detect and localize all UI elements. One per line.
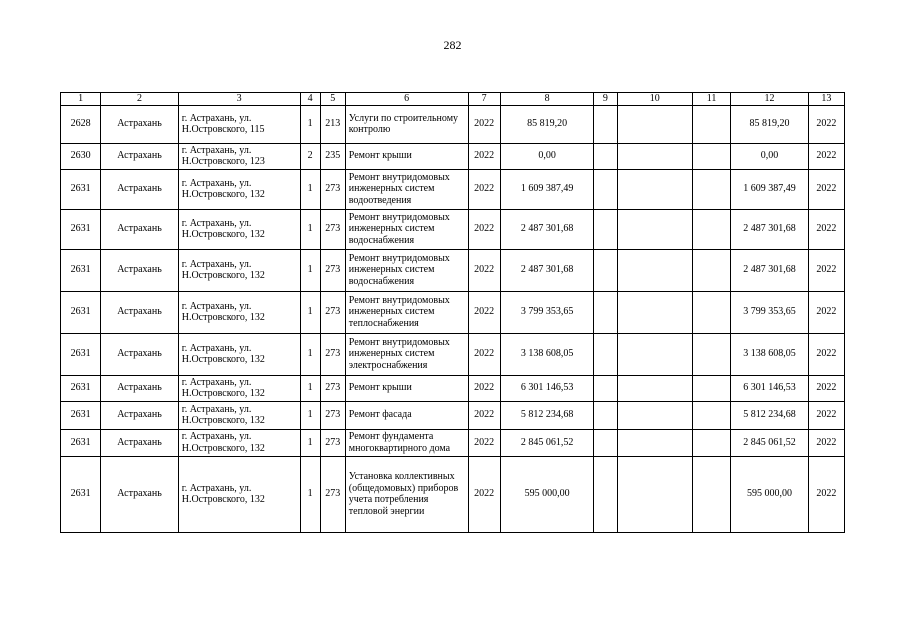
cell-year-end: 2022 — [808, 169, 844, 209]
column-header-7: 7 — [468, 93, 500, 106]
cell-amount: 3 799 353,65 — [500, 291, 594, 333]
cell-row-id: 2631 — [61, 291, 101, 333]
cell-work-type: Ремонт крыши — [345, 375, 468, 401]
cell-row-id: 2631 — [61, 456, 101, 532]
column-header-3: 3 — [178, 93, 300, 106]
cell-work-type: Ремонт внутридомовых инженерных систем водоотведения — [345, 169, 468, 209]
cell-col-5: 273 — [320, 249, 345, 291]
cell-row-id: 2631 — [61, 375, 101, 401]
cell-city: Астрахань — [101, 249, 178, 291]
cell-col-4: 1 — [300, 429, 320, 456]
cell-address: г. Астрахань, ул. Н.Островского, 132 — [178, 401, 300, 429]
cell-work-type: Ремонт внутридомовых инженерных систем водоснабжения — [345, 209, 468, 249]
cell-col-11 — [692, 375, 730, 401]
cell-col-10 — [617, 291, 692, 333]
cell-col-5: 273 — [320, 456, 345, 532]
column-header-12: 12 — [731, 93, 808, 106]
cell-year: 2022 — [468, 249, 500, 291]
cell-col-4: 1 — [300, 169, 320, 209]
cell-address: г. Астрахань, ул. Н.Островского, 132 — [178, 209, 300, 249]
cell-col-9 — [594, 291, 617, 333]
cell-amount: 1 609 387,49 — [500, 169, 594, 209]
cell-col-5: 273 — [320, 375, 345, 401]
cell-col-10 — [617, 143, 692, 169]
cell-year-end: 2022 — [808, 429, 844, 456]
cell-amount: 2 487 301,68 — [500, 209, 594, 249]
cell-col-9 — [594, 143, 617, 169]
cell-col-11 — [692, 333, 730, 375]
cell-address: г. Астрахань, ул. Н.Островского, 132 — [178, 169, 300, 209]
cell-work-type: Ремонт внутридомовых инженерных систем водоснабжения — [345, 249, 468, 291]
cell-col-9 — [594, 429, 617, 456]
cell-col-4: 1 — [300, 249, 320, 291]
cell-col-9 — [594, 456, 617, 532]
cell-row-id: 2631 — [61, 249, 101, 291]
cell-year: 2022 — [468, 456, 500, 532]
column-header-10: 10 — [617, 93, 692, 106]
cell-year-end: 2022 — [808, 291, 844, 333]
cell-address: г. Астрахань, ул. Н.Островского, 132 — [178, 456, 300, 532]
cell-col-10 — [617, 209, 692, 249]
cell-col-10 — [617, 375, 692, 401]
cell-year-end: 2022 — [808, 209, 844, 249]
cell-row-id: 2631 — [61, 169, 101, 209]
cell-amount: 0,00 — [500, 143, 594, 169]
cell-city: Астрахань — [101, 209, 178, 249]
cell-amount-total: 2 487 301,68 — [731, 249, 808, 291]
table-row — [61, 375, 845, 401]
cell-address: г. Астрахань, ул. Н.Островского, 132 — [178, 291, 300, 333]
cell-year: 2022 — [468, 333, 500, 375]
cell-amount: 6 301 146,53 — [500, 375, 594, 401]
cell-year: 2022 — [468, 209, 500, 249]
cell-col-10 — [617, 333, 692, 375]
cell-work-type: Услуги по строительному контролю — [345, 105, 468, 143]
cell-col-10 — [617, 456, 692, 532]
cell-row-id: 2631 — [61, 333, 101, 375]
cell-col-5: 273 — [320, 169, 345, 209]
cell-year-end: 2022 — [808, 333, 844, 375]
cell-col-11 — [692, 401, 730, 429]
cell-city: Астрахань — [101, 401, 178, 429]
column-header-9: 9 — [594, 93, 617, 106]
cell-col-4: 1 — [300, 375, 320, 401]
cell-col-5: 213 — [320, 105, 345, 143]
table-row — [61, 143, 845, 169]
cell-amount: 2 845 061,52 — [500, 429, 594, 456]
cell-col-4: 1 — [300, 401, 320, 429]
cell-amount-total: 0,00 — [731, 143, 808, 169]
cell-col-4: 1 — [300, 291, 320, 333]
cell-col-9 — [594, 333, 617, 375]
cell-amount-total: 6 301 146,53 — [731, 375, 808, 401]
page-number: 282 — [443, 38, 462, 52]
cell-year-end: 2022 — [808, 375, 844, 401]
table-row — [61, 333, 845, 375]
cell-amount-total: 85 819,20 — [731, 105, 808, 143]
cell-amount: 2 487 301,68 — [500, 249, 594, 291]
cell-city: Астрахань — [101, 291, 178, 333]
cell-row-id: 2630 — [61, 143, 101, 169]
cell-amount-total: 2 487 301,68 — [731, 209, 808, 249]
cell-work-type: Ремонт крыши — [345, 143, 468, 169]
cell-work-type: Ремонт фасада — [345, 401, 468, 429]
column-header-4: 4 — [300, 93, 320, 106]
cell-city: Астрахань — [101, 169, 178, 209]
table-row — [61, 249, 845, 291]
cell-amount-total: 3 799 353,65 — [731, 291, 808, 333]
cell-address: г. Астрахань, ул. Н.Островского, 132 — [178, 375, 300, 401]
table-row — [61, 169, 845, 209]
cell-row-id: 2631 — [61, 401, 101, 429]
cell-year-end: 2022 — [808, 456, 844, 532]
column-header-8: 8 — [500, 93, 594, 106]
cell-col-5: 273 — [320, 401, 345, 429]
cell-col-9 — [594, 375, 617, 401]
cell-year-end: 2022 — [808, 401, 844, 429]
cell-col-4: 1 — [300, 456, 320, 532]
cell-col-10 — [617, 169, 692, 209]
table-row — [61, 209, 845, 249]
cell-city: Астрахань — [101, 429, 178, 456]
cell-amount: 5 812 234,68 — [500, 401, 594, 429]
table-body — [61, 105, 845, 532]
cell-year: 2022 — [468, 105, 500, 143]
cell-address: г. Астрахань, ул. Н.Островского, 115 — [178, 105, 300, 143]
cell-address: г. Астрахань, ул. Н.Островского, 132 — [178, 333, 300, 375]
cell-col-5: 273 — [320, 209, 345, 249]
cell-col-4: 2 — [300, 143, 320, 169]
cell-col-10 — [617, 401, 692, 429]
column-header-5: 5 — [320, 93, 345, 106]
cell-col-5: 273 — [320, 429, 345, 456]
cell-col-11 — [692, 429, 730, 456]
cell-col-9 — [594, 249, 617, 291]
cell-city: Астрахань — [101, 456, 178, 532]
table-row — [61, 456, 845, 532]
cell-year-end: 2022 — [808, 105, 844, 143]
cell-amount-total: 1 609 387,49 — [731, 169, 808, 209]
column-header-6: 6 — [345, 93, 468, 106]
cell-col-5: 273 — [320, 333, 345, 375]
cell-city: Астрахань — [101, 143, 178, 169]
column-header-1: 1 — [61, 93, 101, 106]
cell-col-4: 1 — [300, 209, 320, 249]
cell-amount: 3 138 608,05 — [500, 333, 594, 375]
cell-amount-total: 2 845 061,52 — [731, 429, 808, 456]
cell-work-type: Ремонт фундамента многоквартирного дома — [345, 429, 468, 456]
cell-year-end: 2022 — [808, 249, 844, 291]
table-row — [61, 105, 845, 143]
cell-col-5: 235 — [320, 143, 345, 169]
cell-year: 2022 — [468, 143, 500, 169]
cell-col-10 — [617, 249, 692, 291]
cell-col-9 — [594, 169, 617, 209]
cell-city: Астрахань — [101, 375, 178, 401]
column-header-11: 11 — [692, 93, 730, 106]
cell-col-10 — [617, 105, 692, 143]
cell-amount-total: 3 138 608,05 — [731, 333, 808, 375]
cell-row-id: 2631 — [61, 429, 101, 456]
cell-year: 2022 — [468, 375, 500, 401]
cell-year: 2022 — [468, 291, 500, 333]
cell-year: 2022 — [468, 429, 500, 456]
column-header-13: 13 — [808, 93, 844, 106]
cell-col-9 — [594, 209, 617, 249]
cell-col-11 — [692, 249, 730, 291]
cell-city: Астрахань — [101, 105, 178, 143]
cell-address: г. Астрахань, ул. Н.Островского, 123 — [178, 143, 300, 169]
cell-work-type: Установка коллективных (общедомовых) приборов учета потребления тепловой энергии — [345, 456, 468, 532]
cell-col-5: 273 — [320, 291, 345, 333]
cell-col-9 — [594, 401, 617, 429]
column-header-2: 2 — [101, 93, 178, 106]
cell-work-type: Ремонт внутридомовых инженерных систем электроснабжения — [345, 333, 468, 375]
cell-col-11 — [692, 169, 730, 209]
cell-col-9 — [594, 105, 617, 143]
cell-amount-total: 595 000,00 — [731, 456, 808, 532]
cell-col-4: 1 — [300, 333, 320, 375]
cell-year: 2022 — [468, 401, 500, 429]
column-number-row — [61, 93, 845, 106]
cell-col-4: 1 — [300, 105, 320, 143]
cell-col-10 — [617, 429, 692, 456]
table-row — [61, 401, 845, 429]
cell-amount: 85 819,20 — [500, 105, 594, 143]
cell-amount: 595 000,00 — [500, 456, 594, 532]
cell-city: Астрахань — [101, 333, 178, 375]
cell-work-type: Ремонт внутридомовых инженерных систем теплоснабжения — [345, 291, 468, 333]
cell-col-11 — [692, 456, 730, 532]
table-row — [61, 429, 845, 456]
cell-amount-total: 5 812 234,68 — [731, 401, 808, 429]
cell-row-id: 2631 — [61, 209, 101, 249]
cell-col-11 — [692, 143, 730, 169]
cell-col-11 — [692, 209, 730, 249]
repair-table — [60, 92, 845, 533]
cell-address: г. Астрахань, ул. Н.Островского, 132 — [178, 249, 300, 291]
cell-year-end: 2022 — [808, 143, 844, 169]
cell-col-11 — [692, 105, 730, 143]
cell-col-11 — [692, 291, 730, 333]
cell-year: 2022 — [468, 169, 500, 209]
cell-address: г. Астрахань, ул. Н.Островского, 132 — [178, 429, 300, 456]
table-row — [61, 291, 845, 333]
cell-row-id: 2628 — [61, 105, 101, 143]
